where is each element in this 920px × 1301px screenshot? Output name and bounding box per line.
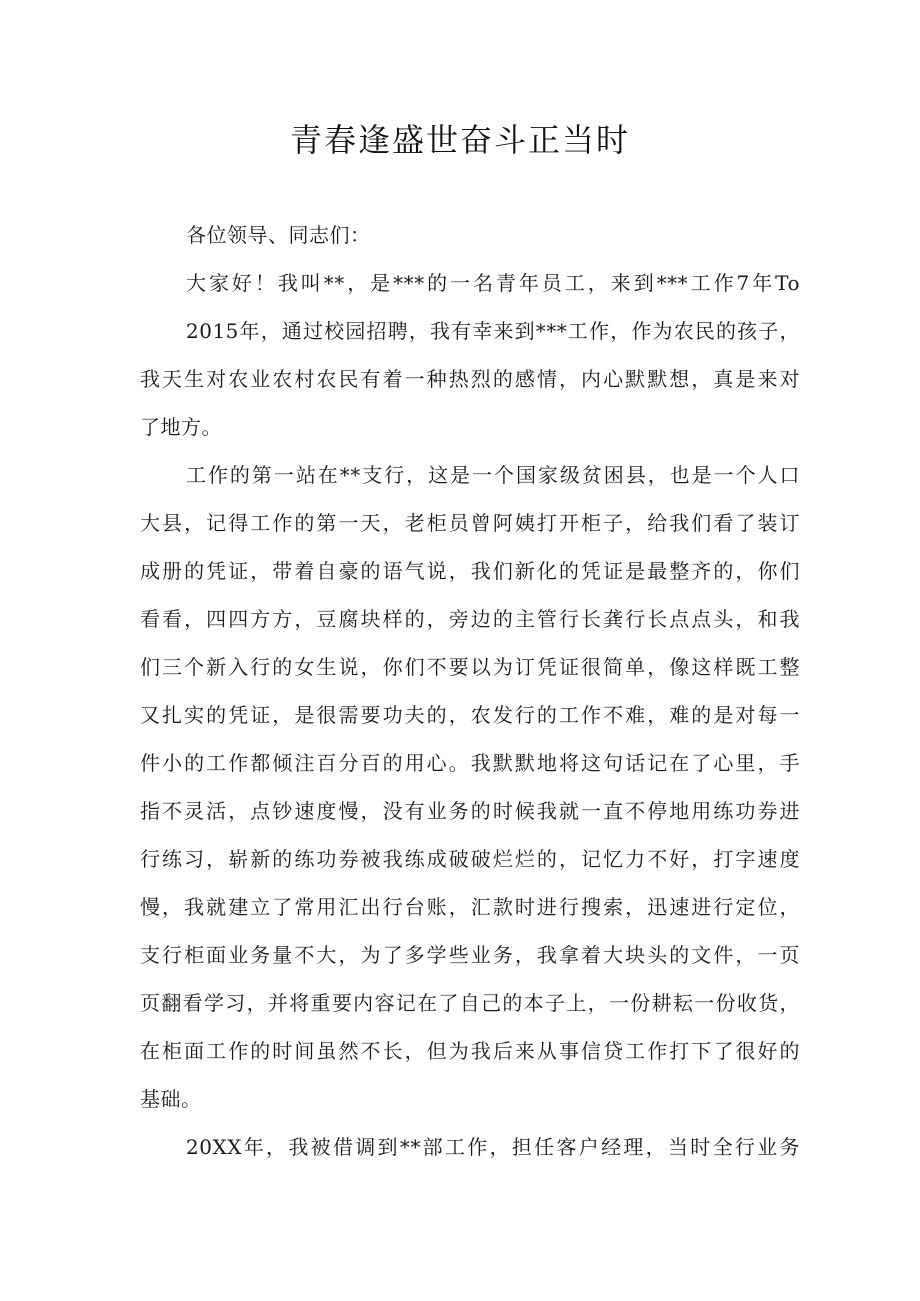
document-title: 青春逢盛世奋斗正当时	[289, 121, 630, 159]
paragraph-line: 大县，记得工作的第一天，老柜员曾阿姨打开柜子，给我们看了装订	[140, 511, 800, 535]
paragraph-line: 20XX年，我被借调到**部工作，担任客户经理，当时全行业务	[186, 1135, 800, 1159]
paragraph-line: 大家好！我叫**，是***的一名青年员工，来到***工作7年To	[186, 271, 800, 295]
paragraph-line: 指不灵活，点钞速度慢，没有业务的时候我就一直不停地用练功券进	[140, 799, 800, 823]
paragraph-line: 又扎实的凭证，是很需要功夫的，农发行的工作不难，难的是对每一	[140, 703, 800, 727]
paragraph-line: 我天生对农业农村农民有着一种热烈的感情，内心默默想，真是来对	[140, 367, 800, 391]
paragraph-line: 件小的工作都倾注百分百的用心。我默默地将这句话记在了心里，手	[140, 751, 800, 775]
paragraph-line: 2015年，通过校园招聘，我有幸来到***工作，作为农民的孩子，	[186, 319, 800, 343]
paragraph-line: 看看，四四方方，豆腐块样的，旁边的主管行长龚行长点点头，和我	[140, 607, 800, 631]
paragraph-line: 页翻看学习，并将重要内容记在了自己的本子上，一份耕耘一份收货，	[140, 991, 800, 1015]
paragraph-line: 基础。	[140, 1087, 202, 1111]
paragraph-line: 慢，我就建立了常用汇出行台账，汇款时进行搜索，迅速进行定位，	[140, 895, 800, 919]
paragraph-line: 了地方。	[140, 415, 222, 439]
paragraph-line: 行练习，崭新的练功券被我练成破破烂烂的，记忆力不好，打字速度	[140, 847, 800, 871]
paragraph-line: 在柜面工作的时间虽然不长，但为我后来从事信贷工作打下了很好的	[140, 1039, 800, 1063]
paragraph-line: 支行柜面业务量不大，为了多学些业务，我拿着大块头的文件，一页	[140, 943, 800, 967]
paragraph-line: 们三个新入行的女生说，你们不要以为订凭证很简单，像这样既工整	[140, 655, 800, 679]
paragraph-line: 工作的第一站在**支行，这是一个国家级贫困县，也是一个人口	[186, 463, 800, 487]
paragraph-line: 成册的凭证，带着自豪的语气说，我们新化的凭证是最整齐的，你们	[140, 559, 800, 583]
salutation: 各位领导、同志们：	[186, 223, 371, 247]
